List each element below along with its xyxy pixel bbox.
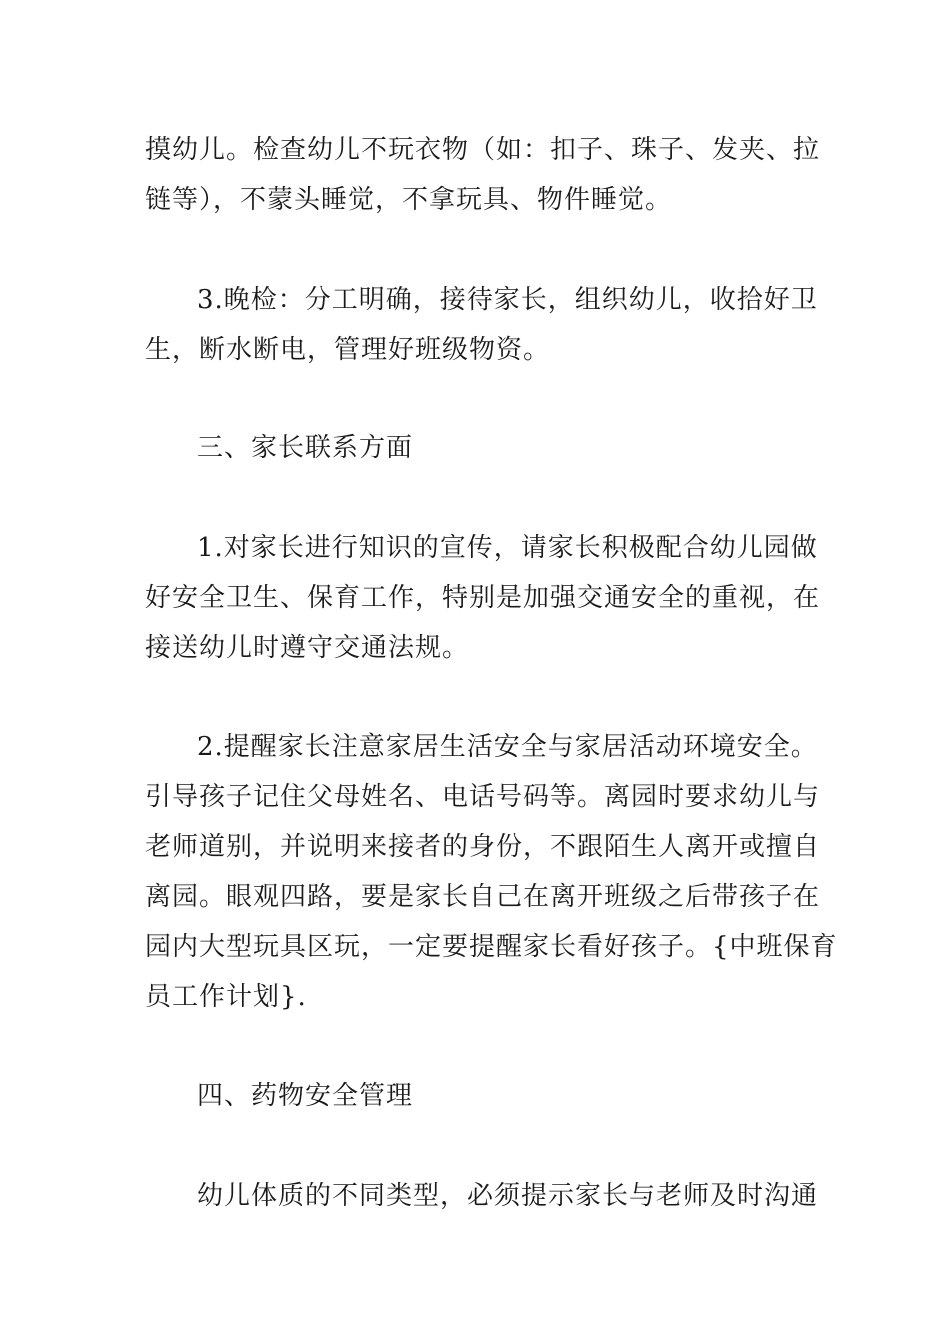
paragraph-line: 员工作计划}. xyxy=(145,982,307,1012)
paragraph-line: 引导孩子记住父母姓名、电话号码等。离园时要求幼儿与 xyxy=(145,782,821,812)
paragraph-line: 接送幼儿时遵守交通法规。 xyxy=(145,633,470,663)
paragraph-line: 1.对家长进行知识的宣传，请家长积极配合幼儿园做 xyxy=(197,533,818,563)
paragraph-line: 老师道别，并说明来接者的身份，不跟陌生人离开或擅自 xyxy=(145,832,821,862)
paragraph-line: 生，断水断电，管理好班级物资。 xyxy=(145,335,551,365)
section-heading: 四、药物安全管理 xyxy=(197,1081,414,1111)
paragraph-line: 园内大型玩具区玩，一定要提醒家长看好孩子。{中班保育 xyxy=(145,932,838,962)
paragraph-line: 摸幼儿。检查幼儿不玩衣物（如：扣子、珠子、发夹、拉 xyxy=(145,135,821,165)
paragraph-line: 2.提醒家长注意家居生活安全与家居活动环境安全。 xyxy=(197,732,818,762)
section-heading: 三、家长联系方面 xyxy=(197,433,414,463)
paragraph-line: 离园。眼观四路，要是家长自己在离开班级之后带孩子在 xyxy=(145,882,821,912)
paragraph-line: 3.晚检：分工明确，接待家长，组织幼儿，收拾好卫 xyxy=(197,285,818,315)
paragraph-line: 链等），不蒙头睡觉，不拿玩具、物件睡觉。 xyxy=(145,185,673,215)
paragraph-line: 好安全卫生、保育工作，特别是加强交通安全的重视，在 xyxy=(145,583,821,613)
paragraph-line: 幼儿体质的不同类型，必须提示家长与老师及时沟通 xyxy=(197,1181,819,1211)
